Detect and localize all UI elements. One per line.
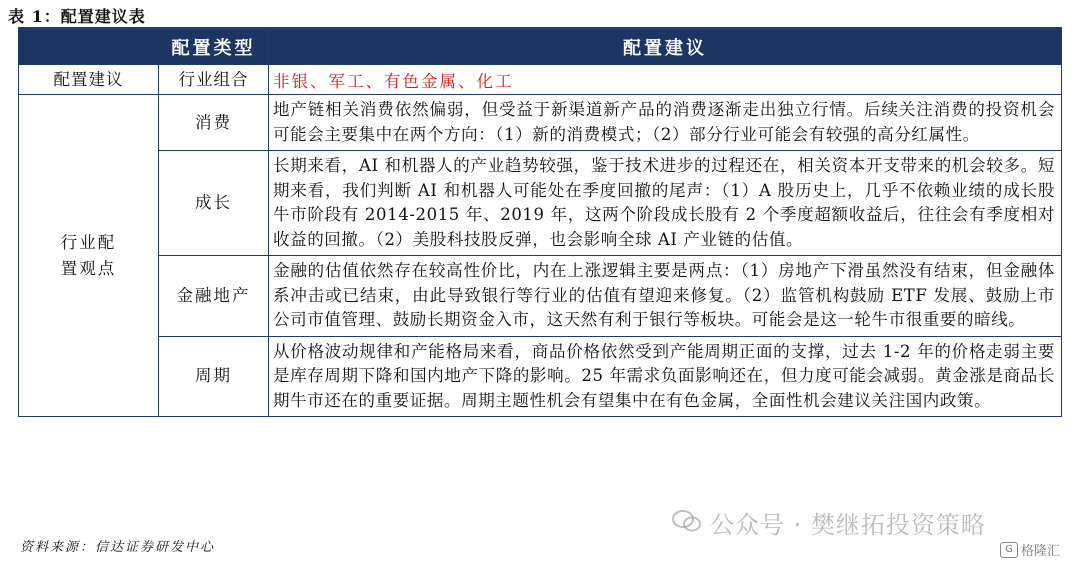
section-label [19, 95, 159, 417]
table-row [19, 151, 1062, 256]
config-type: 行业组合 [159, 65, 269, 95]
row-type: 金融地产 [159, 256, 269, 337]
row-text: 长期来看，AI 和机器人的产业趋势较强，鉴于技术进步的过程还在，相关资本开支带来的机会较多。短期来看，我们判断 AI 和机器人可能处在季度回撤的尾声：（1）A 股历史上，几乎不依赖业绩的成长股牛市阶段有 2014-2015 年、2019 年，这两个阶段成长股有 2 个季度超额收益后，往往会有季度相对收益的回撤。（2）美股科技股反弹，也会影响全球 AI 产业链的估值。 [269, 151, 1062, 256]
logo-text: 格隆汇 [1021, 544, 1061, 559]
logo-icon: G [1000, 542, 1018, 558]
row-type: 周期 [159, 336, 269, 417]
source-note: 资料来源：信达证券研发中心 [20, 540, 216, 555]
gelonghui-logo [1000, 540, 1060, 559]
config-advice: 非银、军工、有色金属、化工 [269, 65, 1062, 95]
header-advice: 配置建议 [269, 30, 1062, 65]
row-type: 消费 [159, 95, 269, 151]
allocation-table [18, 29, 1062, 417]
config-label: 配置建议 [19, 65, 159, 95]
row-type: 成长 [159, 151, 269, 256]
table-row [19, 256, 1062, 337]
config-row [19, 65, 1062, 95]
watermark: 公众号 · 樊继拓投资策略 [710, 511, 986, 539]
section-label-text: 行业配置观点 [60, 232, 117, 278]
table-row [19, 336, 1062, 417]
row-text: 从价格波动规律和产能格局来看，商品价格依然受到产能周期正面的支撑，过去 1-2 年的价格走弱主要是库存周期下降和国内地产下降的影响。25 年需求负面影响还在，但力度可能会减弱。黄金涨是商品长期牛市还在的重要证据。周期主题性机会有望集中在有色金属，全面性机会建议关注国内政策。 [269, 336, 1062, 417]
row-text: 金融的估值依然存在较高性价比，内在上涨逻辑主要是两点：（1）房地产下滑虽然没有结束，但金融体系冲击或已结束，由此导致银行等行业的估值有望迎来修复。（2）监管机构鼓励 ETF 发展、鼓励上市公司市值管理、鼓励长期资金入市，这天然有利于银行等板块。可能会是这一轮牛市很重要的暗线。 [269, 256, 1062, 337]
wechat-icon [672, 509, 702, 533]
header-row [19, 30, 1062, 65]
table-caption: 表 1：配置建议表 [8, 7, 146, 26]
table-row [19, 95, 1062, 151]
row-text: 地产链相关消费依然偏弱，但受益于新渠道新产品的消费逐渐走出独立行情。后续关注消费的投资机会可能会主要集中在两个方向：（1）新的消费模式；（2）部分行业可能会有较强的高分红属性。 [269, 95, 1062, 151]
header-type: 配置类型 [159, 30, 269, 65]
header-blank [19, 30, 159, 65]
